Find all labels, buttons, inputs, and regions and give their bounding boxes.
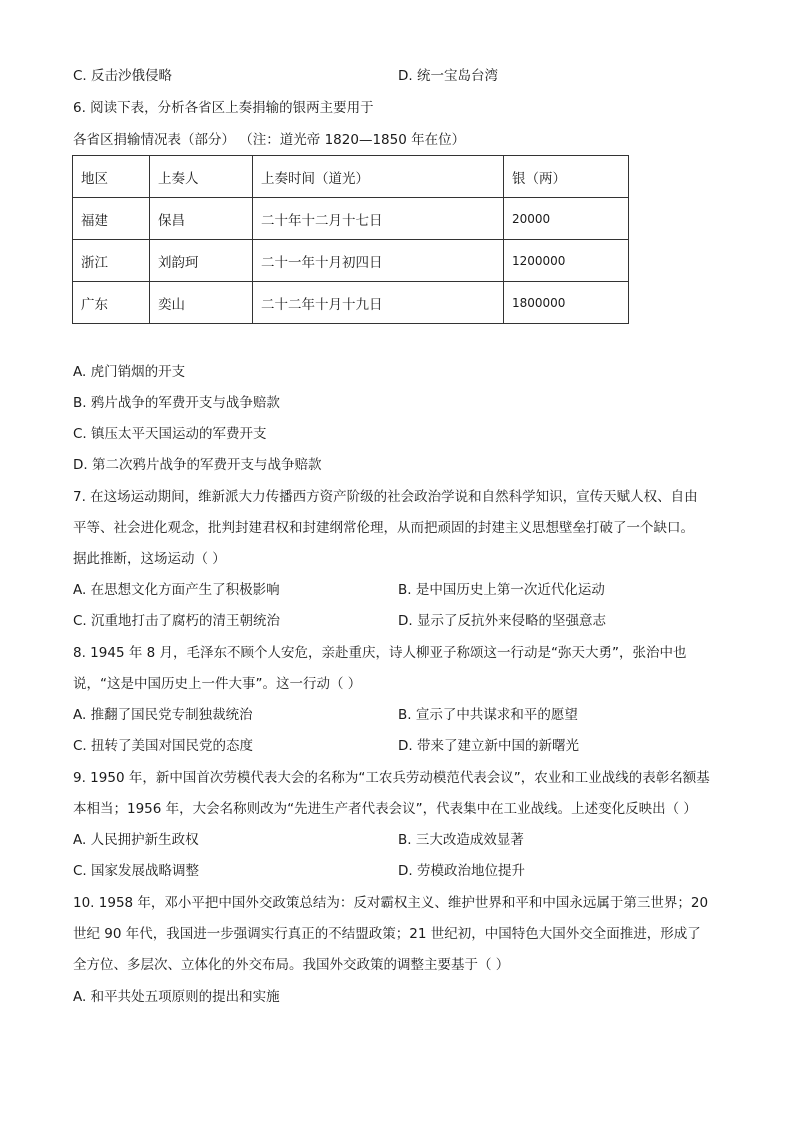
q10-option-a: A. 和平共处五项原则的提出和实施 [73, 989, 280, 1005]
q10-stem-line-2: 世纪 90 年代，我国进一步强调实行真正的不结盟政策；21 世纪初，中国特色大国外交全面推进，形成了 [73, 926, 701, 942]
table-row [73, 282, 629, 324]
q7-option-a: A. 在思想文化方面产生了积极影响 [73, 582, 280, 598]
q6-table-caption: 各省区捐输情况表（部分） （注：道光帝 1820—1850 年在位） [73, 132, 466, 148]
q7-option-c: C. 沉重地打击了腐朽的清王朝统治 [73, 613, 281, 629]
q8-stem-line-2: 说，“这是中国历史上一件大事”。这一行动（ ） [73, 676, 362, 692]
donation-table [72, 155, 629, 324]
q8-option-a: A. 推翻了国民党专制独裁统治 [73, 707, 253, 723]
q6-option-c: C. 镇压太平天国运动的军费开支 [73, 426, 267, 442]
q7-stem-line-1: 7. 在这场运动期间，维新派大力传播西方资产阶级的社会政治学说和自然科学知识，宣传天赋人权、自由 [73, 489, 698, 505]
q10-stem-line-3: 全方位、多层次、立体化的外交布局。我国外交政策的调整主要基于（ ） [73, 957, 510, 973]
table-header-cell: 地区 [73, 156, 150, 198]
table-header-cell: 上奏人 [150, 156, 253, 198]
q7-stem-line-2: 平等、社会进化观念，批判封建君权和封建纲常伦理，从而把顽固的封建主义思想壁垒打破了一个缺口。 [73, 520, 694, 536]
q6-option-d: D. 第二次鸦片战争的军费开支与战争赔款 [73, 457, 322, 473]
q7-option-d: D. 显示了反抗外来侵略的坚强意志 [398, 613, 606, 629]
q10-stem-line-1: 10. 1958 年，邓小平把中国外交政策总结为：反对霸权主义、维护世界和平和中国永远属于第三世界；20 [73, 895, 709, 911]
q5-option-c: C. 反击沙俄侵略 [73, 68, 173, 84]
table-cell-silver: 20000 [504, 198, 629, 240]
table-cell-date: 二十二年十月十九日 [253, 282, 504, 324]
q7-stem-line-3: 据此推断，这场运动（ ） [73, 551, 226, 567]
table-cell-region: 福建 [73, 198, 150, 240]
q7-option-b: B. 是中国历史上第一次近代化运动 [398, 582, 605, 598]
table-cell-region: 浙江 [73, 240, 150, 282]
q9-option-a: A. 人民拥护新生政权 [73, 832, 199, 848]
q8-option-d: D. 带来了建立新中国的新曙光 [398, 738, 579, 754]
q9-stem-line-1: 9. 1950 年，新中国首次劳模代表大会的名称为“工农兵劳动模范代表会议”，农业和工业战线的表彰名额基 [73, 770, 710, 786]
table-row [73, 198, 629, 240]
table-cell-silver: 1200000 [504, 240, 629, 282]
q8-stem-line-1: 8. 1945 年 8 月，毛泽东不顾个人安危，亲赴重庆，诗人柳亚子称颂这一行动是“弥天大勇”，张治中也 [73, 645, 687, 661]
table-cell-reporter: 保昌 [150, 198, 253, 240]
table-header-cell: 上奏时间（道光） [253, 156, 504, 198]
table-header-row [73, 156, 629, 198]
table-cell-date: 二十一年十月初四日 [253, 240, 504, 282]
q9-option-b: B. 三大改造成效显著 [398, 832, 524, 848]
q6-stem: 6. 阅读下表，分析各省区上奏捐输的银两主要用于 [73, 100, 374, 116]
table-cell-silver: 1800000 [504, 282, 629, 324]
q6-option-a: A. 虎门销烟的开支 [73, 364, 186, 380]
table-cell-reporter: 刘韵珂 [150, 240, 253, 282]
table-header-cell: 银（两） [504, 156, 629, 198]
q5-option-d: D. 统一宝岛台湾 [398, 68, 498, 84]
table-row [73, 240, 629, 282]
q8-option-c: C. 扭转了美国对国民党的态度 [73, 738, 254, 754]
q6-option-b: B. 鸦片战争的军费开支与战争赔款 [73, 395, 280, 411]
table-cell-reporter: 奕山 [150, 282, 253, 324]
table-cell-region: 广东 [73, 282, 150, 324]
q8-option-b: B. 宣示了中共谋求和平的愿望 [398, 707, 578, 723]
table-cell-date: 二十年十二月十七日 [253, 198, 504, 240]
q9-option-c: C. 国家发展战略调整 [73, 863, 200, 879]
q9-option-d: D. 劳模政治地位提升 [398, 863, 525, 879]
q9-stem-line-2: 本相当；1956 年，大会名称则改为“先进生产者代表会议”，代表集中在工业战线。上述变化反映出（ ） [73, 801, 697, 817]
